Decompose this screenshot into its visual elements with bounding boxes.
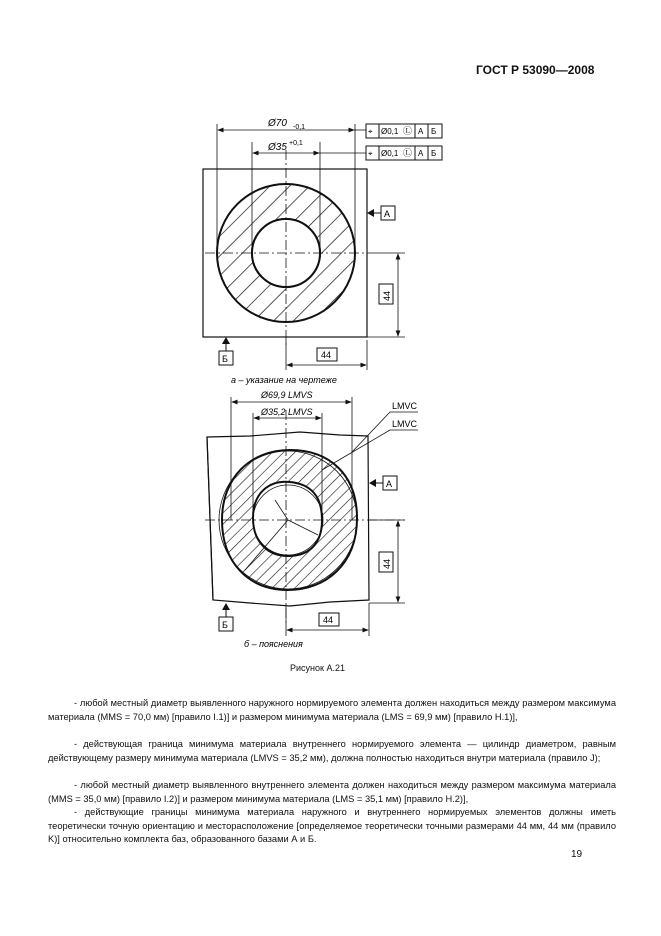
dim-outer: Ø70 <box>268 118 287 129</box>
datum-a-label: А <box>384 209 391 219</box>
svg-text:Ø0,1: Ø0,1 <box>381 127 399 136</box>
datum-b-label: Б <box>222 354 228 364</box>
control-frame-2 <box>366 146 442 160</box>
svg-text:А: А <box>418 127 424 136</box>
standard-number: ГОСТ Р 53090—2008 <box>476 63 595 77</box>
dim-inner-tol: +0,1 <box>289 140 303 147</box>
page-number: 19 <box>571 849 583 860</box>
paragraph-2: - действующая граница минимума материала внутреннего нормируемого элемента — цилиндр диаметром, равным действующему размеру минимума материала (LMVS = 35,2 мм), должна полностью находиться внутри материала (правило J); <box>48 739 616 763</box>
caption-b: б – пояснения <box>244 639 303 649</box>
svg-text:Б: Б <box>431 127 437 136</box>
svg-text:Ø0,1: Ø0,1 <box>381 149 399 158</box>
paragraph-3: - любой местный диаметр выявленного внутреннего элемента должен находиться между размером максимума материала (MMS = 35,0 мм) [правило I.2)] и размером минимума материала (LMS = 35,1 мм) [правило H.2)], <box>48 780 616 804</box>
svg-text:Б: Б <box>431 149 437 158</box>
caption-a: а – указание на чертеже <box>231 375 337 385</box>
dim-outer-tol: -0,1 <box>293 124 306 131</box>
bottom-drawing <box>205 390 418 649</box>
dim-lmvs-outer: Ø69,9 LMVS <box>261 390 313 400</box>
dim-44-vertical: 44 <box>382 558 392 569</box>
dim-lmvs-inner: Ø35,2 LMVS <box>261 407 313 417</box>
lmvc-label-2: LMVC <box>392 419 418 429</box>
svg-text:Ⓛ: Ⓛ <box>403 126 413 136</box>
control-frame-1 <box>366 124 442 138</box>
position-icon: ⌖ <box>368 127 373 136</box>
lmvc-label-1: LMVC <box>392 401 418 411</box>
svg-text:Ⓛ: Ⓛ <box>403 148 413 158</box>
top-drawing <box>203 118 442 385</box>
dim-44-horizontal: 44 <box>321 350 332 360</box>
dim-inner: Ø35 <box>268 142 287 153</box>
position-icon: ⌖ <box>368 149 373 158</box>
dim-44-horizontal: 44 <box>323 615 334 625</box>
figure-title: Рисунок А.21 <box>290 663 345 673</box>
svg-text:А: А <box>418 149 424 158</box>
paragraph-1: - любой местный диаметр выявленного наружного нормируемого элемента должен находиться между размером максимума материала (MMS = 70,0 мм) [правило I.1)] и размером минимума материала (LMS = 69,9 мм) [правило H.1)], <box>48 698 616 722</box>
paragraph-4: - действующие границы минимума материала наружного и внутреннего нормируемых элементов должны иметь теоретически точную ориентацию и месторасположение [определяемое теоретически точными размерами 44 мм, 44 мм (правило K)] относительно комплекта баз, образованного базами А и Б. <box>48 807 616 845</box>
datum-b-label: Б <box>222 620 228 630</box>
dim-44-vertical: 44 <box>382 290 392 301</box>
datum-a-label: А <box>386 479 393 489</box>
